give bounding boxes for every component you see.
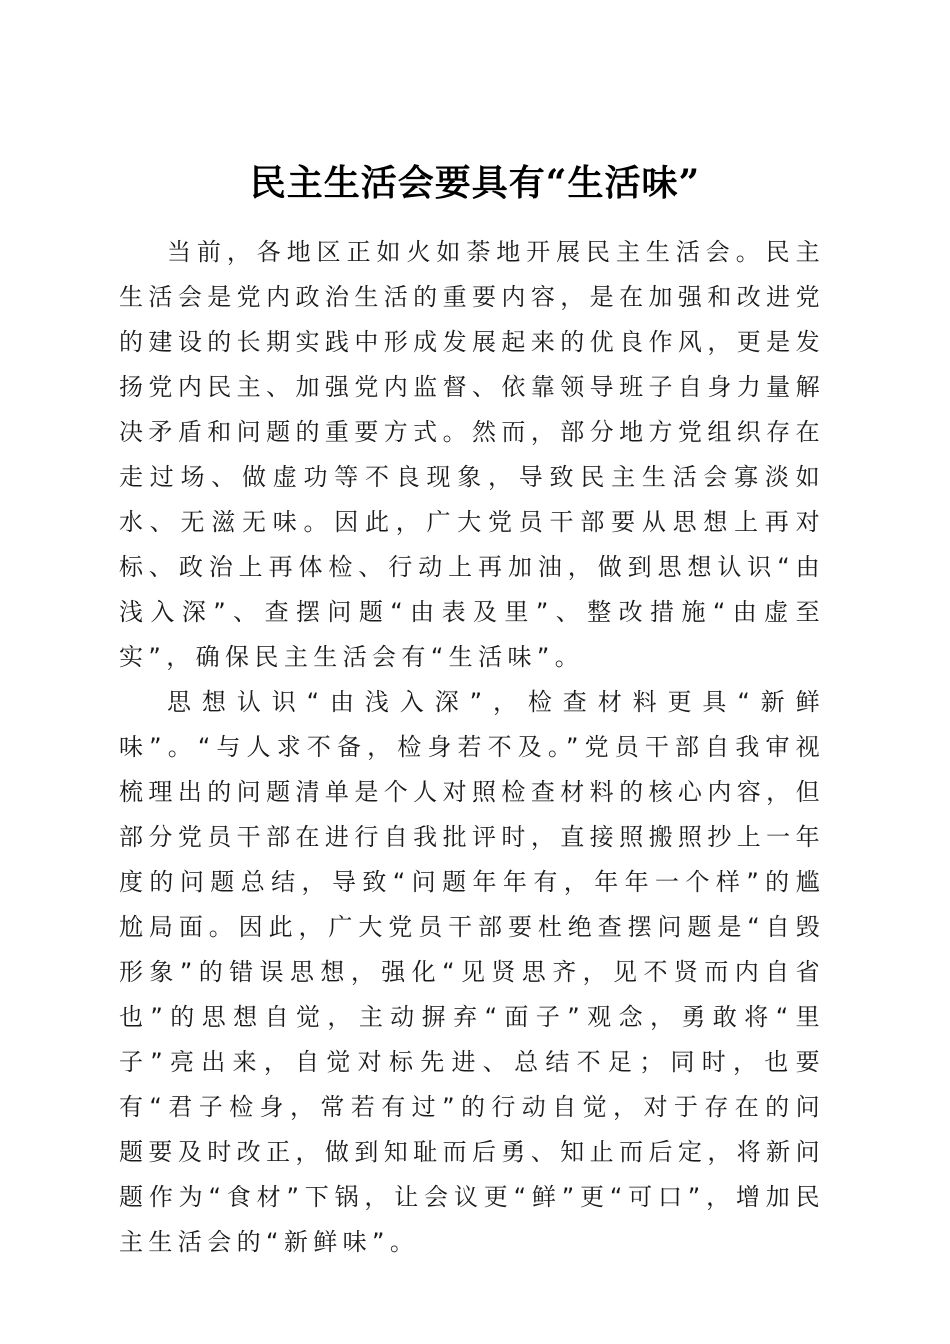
document-title: 民主生活会要具有“生活味”	[249, 162, 701, 205]
paragraph-thought: 思想认识“由浅入深”，检查材料更具“新鲜味”。“与人求不备，检身若不及。”党员干部自我审视梳理出的问题清单是个人对照检查材料的核心内容，但部分党员干部在进行自我批评时，直接照搬照抄上一年度的问题总结，导致“问题年年有，年年一个样”的尴尬局面。因此，广大党员干部要杜绝查摆问题是“自毁形象”的错误思想，强化“见贤思齐，见不贤而内自省也”的思想自觉，主动摒弃“面子”观念，勇敢将“里子”亮出来，自觉对标先进、总结不足；同时，也要有“君子检身，常若有过”的行动自觉，对于存在的问题要及时改正，做到知耻而后勇、知止而后定，将新问题作为“食材”下锅，让会议更“鲜”更“可口”，增加民主生活会的“新鲜味”。	[119, 688, 825, 1256]
document-body	[119, 230, 825, 1265]
paragraph-intro: 当前，各地区正如火如荼地开展民主生活会。民主生活会是党内政治生活的重要内容，是在加强和改进党的建设的长期实践中形成发展起来的优良作风，更是发扬党内民主、加强党内监督、依靠领导班子自身力量解决矛盾和问题的重要方式。然而，部分地方党组织存在走过场、做虚功等不良现象，导致民主生活会寡淡如水、无滋无味。因此，广大党员干部要从思想上再对标、政治上再体检、行动上再加油，做到思想认识“由浅入深”、查摆问题“由表及里”、整改措施“由虚至实”，确保民主生活会有“生活味”。	[119, 238, 825, 671]
